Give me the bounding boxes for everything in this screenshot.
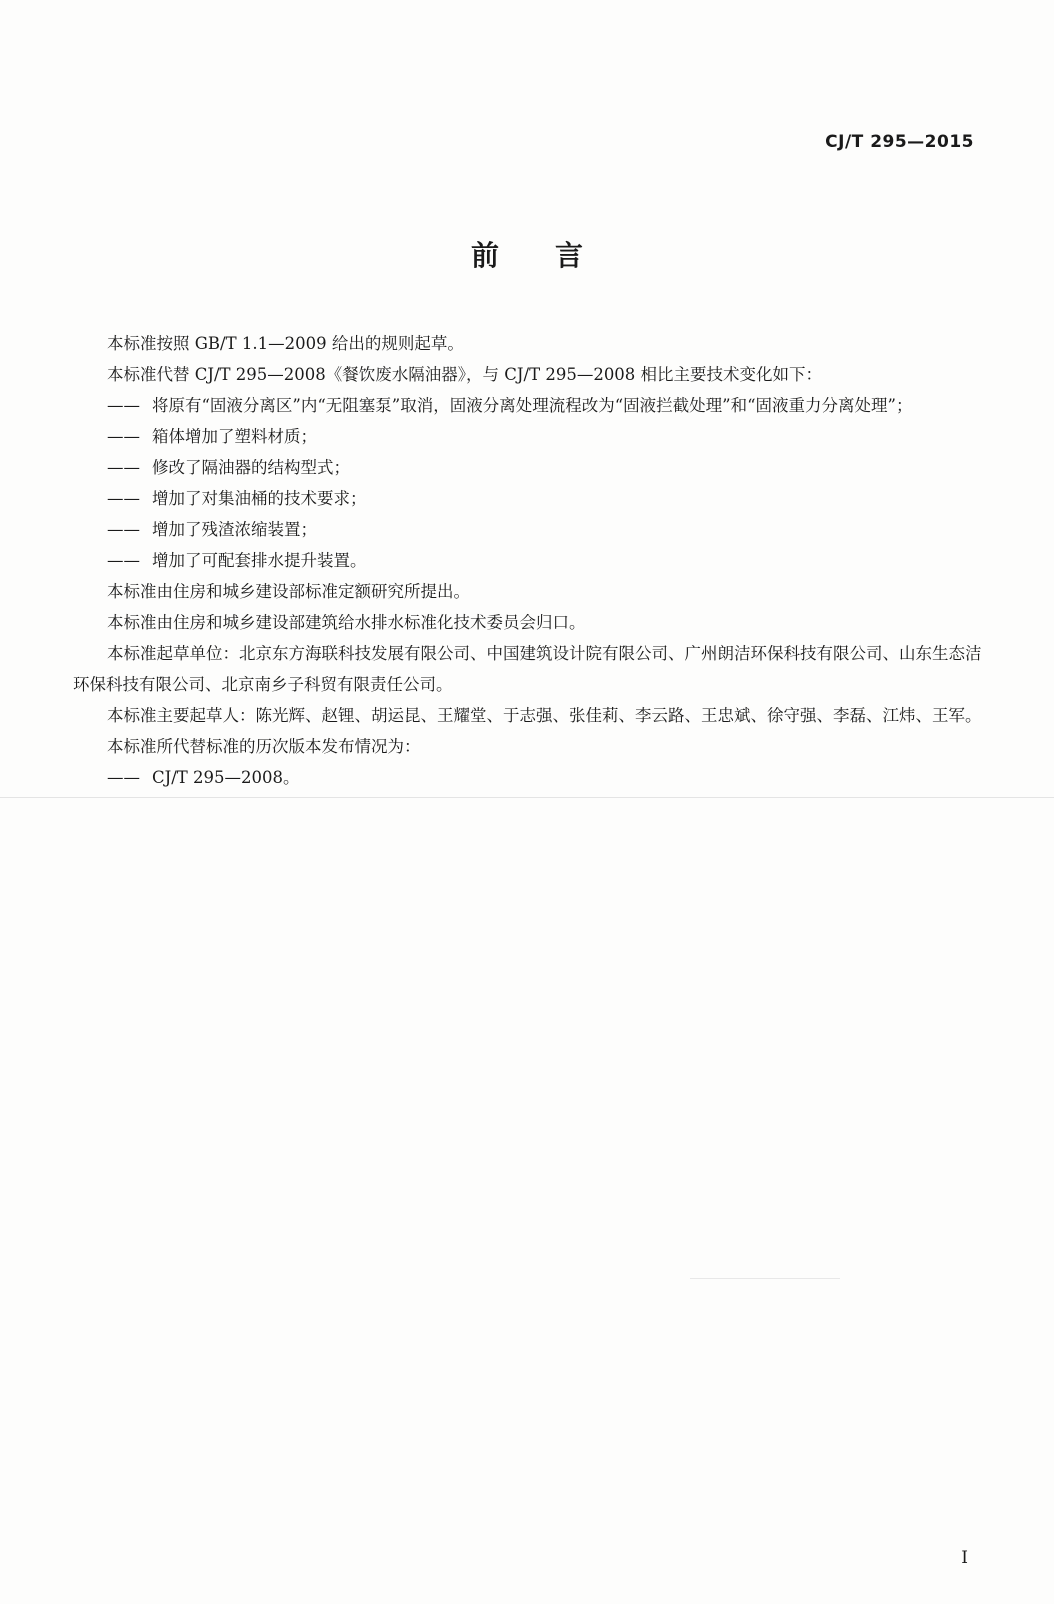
dash-mark: —— [107,458,140,477]
dash-mark: —— [107,551,140,570]
list-item [107,483,987,514]
list-item [107,421,987,452]
dash-mark: —— [107,396,140,415]
foreword-body [73,328,987,793]
paragraph-replaces: 本标准代替 CJ/T 295—2008《餐饮废水隔油器》，与 CJ/T 295—2008 相比主要技术变化如下： [107,365,823,384]
list-item [107,390,987,421]
list-item [107,452,987,483]
page-number: I [961,1548,968,1568]
list-item-text: 将原有“固液分离区”内“无阻塞泵”取消，固液分离处理流程改为“固液拦截处理”和“固液重力分离处理”； [152,396,913,415]
list-item-text: CJ/T 295—2008。 [152,768,300,787]
dash-mark: —— [107,520,140,539]
history-list [107,762,987,793]
paragraph-drafters: 本标准主要起草人：陈光辉、赵锂、胡运昆、王耀堂、于志强、张佳莉、李云路、王忠斌、徐守强、李磊、江炜、王军。 [107,706,982,725]
list-item-text: 箱体增加了塑料材质； [152,427,317,446]
paragraph-proposed-by: 本标准由住房和城乡建设部标准定额研究所提出。 [107,582,470,601]
scan-artifact-line [0,797,1054,798]
paragraph-drafting-rules: 本标准按照 GB/T 1.1—2009 给出的规则起草。 [107,334,464,353]
paragraph-history-intro: 本标准所代替标准的历次版本发布情况为： [107,737,421,756]
page-title: 前言 [470,239,639,272]
list-item [107,545,987,576]
standard-code: CJ/T 295—2015 [825,132,974,152]
dash-mark: —— [107,768,140,787]
dash-mark: —— [107,489,140,508]
paragraph-centralized-by: 本标准由住房和城乡建设部建筑给水排水标准化技术委员会归口。 [107,613,586,632]
list-item-text: 增加了对集油桶的技术要求； [152,489,367,508]
list-item [107,514,987,545]
list-item-text: 修改了隔油器的结构型式； [152,458,350,477]
list-item-text: 增加了残渣浓缩装置； [152,520,317,539]
changes-list [107,390,987,576]
scan-artifact-line [690,1278,840,1279]
paragraph-drafting-units: 本标准起草单位：北京东方海联科技发展有限公司、中国建筑设计院有限公司、广州朗洁环保科技有限公司、山东生态洁环保科技有限公司、北京南乡子科贸有限责任公司。 [73,644,982,694]
list-item [107,762,987,793]
list-item-text: 增加了可配套排水提升装置。 [152,551,367,570]
dash-mark: —— [107,427,140,446]
